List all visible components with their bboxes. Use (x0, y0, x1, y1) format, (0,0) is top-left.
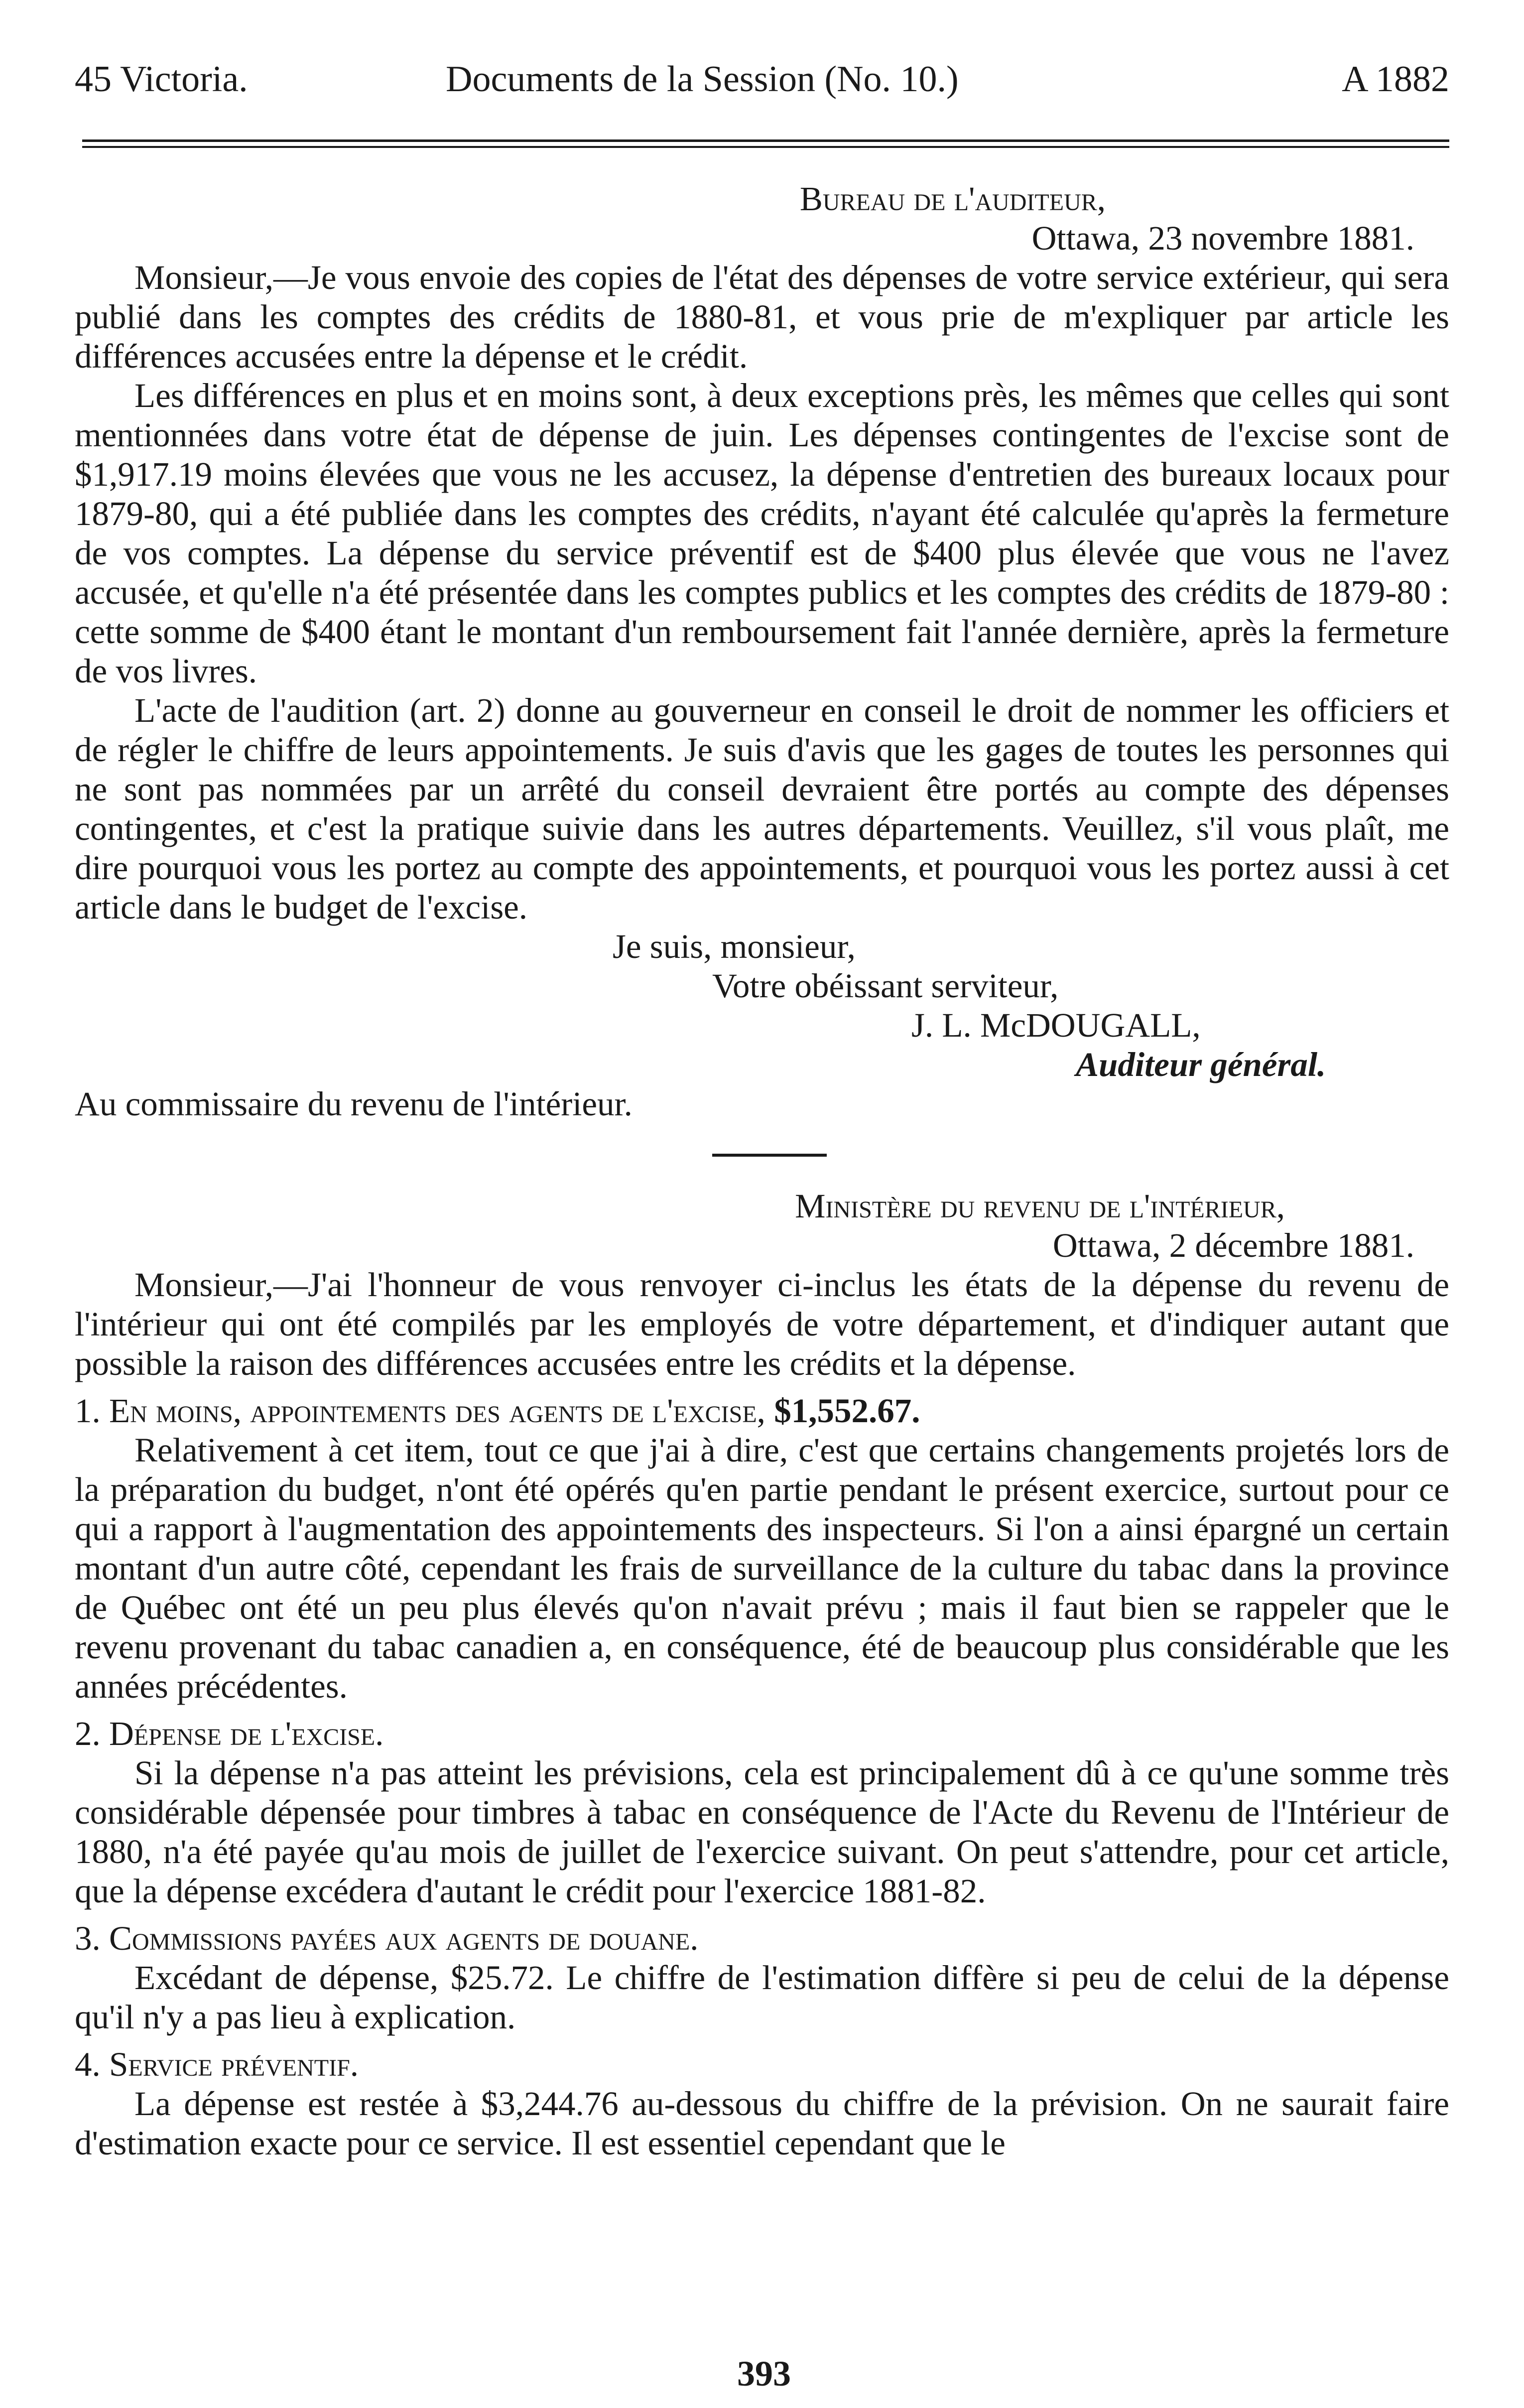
letter2-heading (75, 1187, 1449, 1265)
section-4-text: La dépense est restée à $3,244.76 au-dessous du chiffre de la prévision. On ne saurait faire d'estimation exacte pour ce service. Il est essentiel cependant que le (75, 2085, 1449, 2162)
document-series: Documents de la Session (No. 10.) (446, 59, 959, 100)
letter1-signer-title: Auditeur général. (1076, 1046, 1326, 1083)
section-2-text: Si la dépense n'a pas atteint les prévisions, cela est principalement dû à ce qu'une somme très considérable dépensée pour timbres à tabac en conséquence de l'Acte du Revenu de l'Intérieur de 1880, n'a été payée qu'au mois de juillet de l'exercice suivant. On peut s'attendre, pour cet article, que la dépense excédera d'autant le crédit pour l'exercice 1881-82. (75, 1754, 1449, 1910)
letter1-closing: Je suis, monsieur, (613, 928, 856, 965)
session-volume: 45 Victoria. (75, 59, 248, 100)
running-head (75, 52, 1449, 107)
year-label: A 1882 (1342, 59, 1449, 100)
letter1-paragraph-1: Monsieur,—Je vous envoie des copies de l'état des dépenses de votre service extérieur, qui sera publié dans les comptes des crédits de 1880-81, et vous prie de m'expliquer par article les différences accusées entre la dépense et le crédit. (75, 259, 1449, 375)
letter1-paragraph-2: Les différences en plus et en moins sont, à deux exceptions près, les mêmes que celles qui sont mentionnées dans votre état de dépense de juin. Les dépenses contingentes de l'excise sont de $1,917.19 moins élevées que vous ne les accusez, la dépense d'entretien des bureaux locaux pour 1879-80, qui a été publiée dans les comptes des crédits, n'ayant été calculée qu'après la fermeture de vos comptes. La dépense du service préventif est de $400 plus élevée que vous ne l'avez accusée, et qu'elle n'a été présentée dans les comptes publics et les comptes des crédits de 1879-80 : cette somme de $400 étant le montant d'un remboursement fait l'année dernière, après la fermeture de vos livres. (75, 377, 1449, 690)
header-double-rule (82, 139, 1449, 148)
page-number: 393 (737, 2354, 791, 2394)
letter2-intro: Monsieur,—J'ai l'honneur de vous renvoyer ci-inclus les états de la dépense du revenu de l'intérieur qui ont été compilés par les employés de votre département, et d'indiquer autant que possible la raison des différences accusées entre les crédits et la dépense. (75, 1266, 1449, 1382)
letter1-place-date: Ottawa, 23 novembre 1881. (1031, 219, 1414, 257)
section-2-title: 2. Dépense de l'excise. (75, 1715, 384, 1752)
letter1-signature: J. L. McDOUGALL, (911, 1006, 1201, 1044)
letter1-addressee: Au commissaire du revenu de l'intérieur. (75, 1085, 633, 1123)
letter-separator-rule (712, 1154, 827, 1157)
section-1-title: 1. En moins, appointements des agents de l'excise, $1,552.67. (75, 1392, 920, 1430)
section-3-title: 3. Commissions payées aux agents de douane. (75, 1919, 699, 1957)
letter2-office: Ministère du revenu de l'intérieur, (795, 1187, 1285, 1225)
letter1-office: Bureau de l'auditeur, (799, 180, 1106, 218)
letter2-place-date: Ottawa, 2 décembre 1881. (1052, 1226, 1414, 1264)
section-3-text: Excédant de dépense, $25.72. Le chiffre de l'estimation diffère si peu de celui de la dépense qu'il n'y a pas lieu à explication. (75, 1959, 1449, 2036)
letter1-paragraph-3: L'acte de l'audition (art. 2) donne au gouverneur en conseil le droit de nommer les officiers et de régler le chiffre de leurs appointements. Je suis d'avis que les gages de toutes les personnes qui ne sont pas nommées par un arrêté du conseil devraient être portés au compte des dépenses contingentes, et c'est la pratique suivie dans les autres départements. Veuillez, s'il vous plaît, me dire pourquoi vous les portez au compte des appointements, et pourquoi vous les portez aussi à cet article dans le budget de l'excise. (75, 691, 1449, 926)
section-4-title: 4. Service préventif. (75, 2045, 359, 2083)
letter1-closing-2: Votre obéissant serviteur, (712, 967, 1059, 1005)
letter1-heading (75, 179, 1449, 258)
section-1-text: Relativement à cet item, tout ce que j'ai à dire, c'est que certains changements projetés lors de la préparation du budget, n'ont été opérés qu'en partie pendant le présent exercice, surtout pour ce qui a rapport à l'augmentation des appointements des inspecteurs. Si l'on a ainsi épargné un certain montant d'un autre côté, cependant les frais de surveillance de la culture du tabac dans la province de Québec ont été un peu plus élevés qu'on n'avait prévu ; mais il faut bien se rappeler que le revenu provenant du tabac canadien a, en conséquence, été de beaucoup plus considérable que les années précédentes. (75, 1431, 1449, 1705)
body-text (75, 179, 1449, 2163)
